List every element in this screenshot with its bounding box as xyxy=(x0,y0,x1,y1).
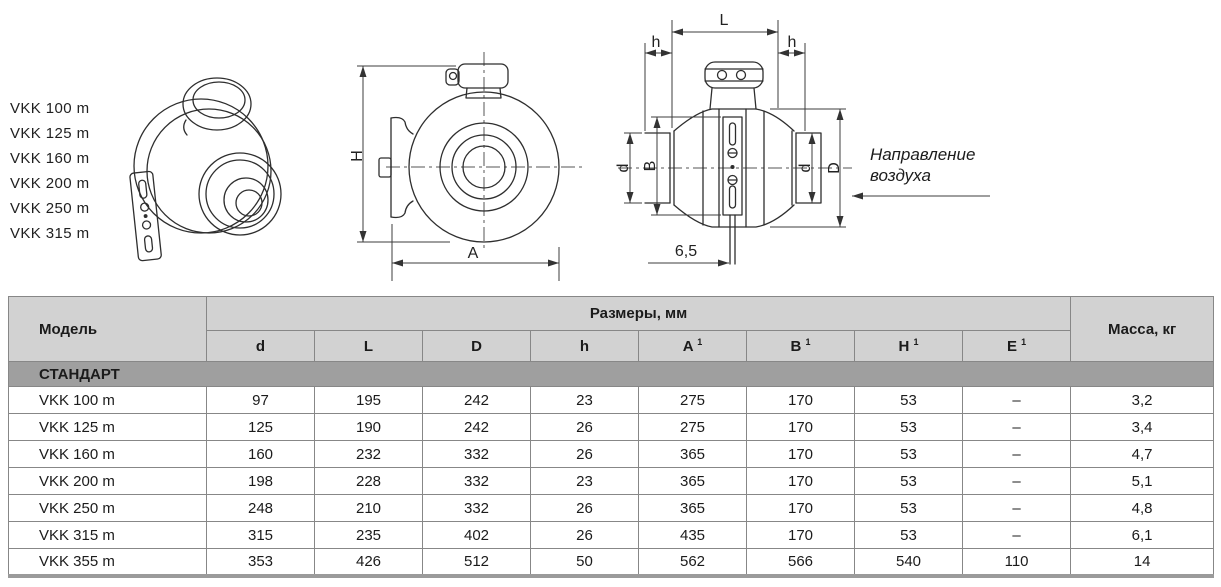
value-cell: 23 xyxy=(531,468,639,495)
value-cell: 332 xyxy=(423,495,531,522)
dim-label-h-left: h xyxy=(651,34,661,51)
table-row xyxy=(9,441,1214,468)
value-cell: 26 xyxy=(531,495,639,522)
value-cell: 512 xyxy=(423,549,531,576)
value-cell: 242 xyxy=(423,414,531,441)
table-row xyxy=(9,549,1214,576)
fan-side-view-drawing xyxy=(615,12,852,264)
col-header-E1: E $^1$ xyxy=(963,331,1071,362)
value-cell: 332 xyxy=(423,468,531,495)
dim-label-h-right: h xyxy=(787,34,797,51)
col-header-mass: Масса, кг xyxy=(1071,297,1214,362)
value-cell: 540 xyxy=(855,549,963,576)
col-header-d: d xyxy=(207,331,315,362)
value-cell: 170 xyxy=(747,522,855,549)
air-direction-label-line2: воздуха xyxy=(870,166,931,185)
table-row xyxy=(9,495,1214,522)
value-cell: 402 xyxy=(423,522,531,549)
value-cell: 435 xyxy=(639,522,747,549)
value-cell: – xyxy=(963,522,1071,549)
value-cell: 332 xyxy=(423,441,531,468)
fan-isometric-drawing xyxy=(130,78,281,261)
model-cell: VKK 250 m xyxy=(9,495,207,522)
model-list xyxy=(10,96,89,246)
col-header-model: Модель xyxy=(9,297,207,362)
value-cell: 53 xyxy=(855,495,963,522)
value-cell: 198 xyxy=(207,468,315,495)
model-list-item: VKK 250 m xyxy=(10,200,90,217)
value-cell: 53 xyxy=(855,522,963,549)
model-list-item: VKK 160 m xyxy=(10,150,90,167)
value-cell: 3,2 xyxy=(1071,387,1214,414)
value-cell: 248 xyxy=(207,495,315,522)
value-cell: 275 xyxy=(639,387,747,414)
model-list-item: VKK 100 m xyxy=(10,100,90,117)
table-row xyxy=(9,387,1214,414)
value-cell: 242 xyxy=(423,387,531,414)
value-cell: 426 xyxy=(315,549,423,576)
value-cell: 365 xyxy=(639,468,747,495)
value-cell: 353 xyxy=(207,549,315,576)
value-cell: 170 xyxy=(747,468,855,495)
col-header-h: h xyxy=(531,331,639,362)
value-cell: 228 xyxy=(315,468,423,495)
value-cell: 3,4 xyxy=(1071,414,1214,441)
section-header-row xyxy=(9,362,1214,387)
value-cell: – xyxy=(963,387,1071,414)
bracket-plate xyxy=(723,117,742,264)
value-cell: 125 xyxy=(207,414,315,441)
dim-label-D: D xyxy=(826,162,843,174)
table-row xyxy=(9,522,1214,549)
value-cell: – xyxy=(963,468,1071,495)
value-cell: 275 xyxy=(639,414,747,441)
value-cell: 26 xyxy=(531,522,639,549)
model-list-item: VKK 315 m xyxy=(10,225,90,242)
mounting-bracket xyxy=(130,171,162,261)
model-cell: VKK 100 m xyxy=(9,387,207,414)
value-cell: 14 xyxy=(1071,549,1214,576)
value-cell: 195 xyxy=(315,387,423,414)
dim-label-d-right: d xyxy=(797,163,814,173)
fan-front-view-drawing xyxy=(349,52,584,281)
value-cell: 566 xyxy=(747,549,855,576)
value-cell: 160 xyxy=(207,441,315,468)
value-cell: 53 xyxy=(855,468,963,495)
value-cell: – xyxy=(963,414,1071,441)
value-cell: – xyxy=(963,495,1071,522)
value-cell: 170 xyxy=(747,387,855,414)
value-cell: 97 xyxy=(207,387,315,414)
col-header-H1: H $^1$ xyxy=(855,331,963,362)
value-cell: 365 xyxy=(639,495,747,522)
model-list-item: VKK 125 m xyxy=(10,125,90,142)
value-cell: 23 xyxy=(531,387,639,414)
model-cell: VKK 200 m xyxy=(9,468,207,495)
value-cell: 562 xyxy=(639,549,747,576)
model-cell: VKK 315 m xyxy=(9,522,207,549)
col-header-B1: B $^1$ xyxy=(747,331,855,362)
air-direction-label-line1: Направление xyxy=(870,145,976,164)
value-cell: 235 xyxy=(315,522,423,549)
col-header-A1: A $^1$ xyxy=(639,331,747,362)
dim-label-L: L xyxy=(719,12,729,29)
value-cell: 365 xyxy=(639,441,747,468)
value-cell: 170 xyxy=(747,441,855,468)
model-list-item: VKK 200 m xyxy=(10,175,90,192)
value-cell: 210 xyxy=(315,495,423,522)
value-cell: – xyxy=(963,441,1071,468)
value-cell: 315 xyxy=(207,522,315,549)
dim-label-d-left: d xyxy=(615,163,632,173)
value-cell: 4,7 xyxy=(1071,441,1214,468)
junction-box-side xyxy=(705,62,763,109)
value-cell: 53 xyxy=(855,441,963,468)
value-cell: 53 xyxy=(855,414,963,441)
section-header-label: СТАНДАРТ xyxy=(9,362,1214,387)
value-cell: 232 xyxy=(315,441,423,468)
col-header-D: D xyxy=(423,331,531,362)
value-cell: 6,1 xyxy=(1071,522,1214,549)
value-cell: 26 xyxy=(531,414,639,441)
model-cell: VKK 125 m xyxy=(9,414,207,441)
model-cell: VKK 355 m xyxy=(9,549,207,576)
air-direction-annotation xyxy=(852,145,990,196)
table-row xyxy=(9,414,1214,441)
value-cell: 110 xyxy=(963,549,1071,576)
dim-label-A: A xyxy=(467,245,479,262)
table-row xyxy=(9,468,1214,495)
dimensions-table xyxy=(8,296,1214,578)
dim-label-slot: 6,5 xyxy=(674,243,698,260)
col-header-dimensions: Размеры, мм xyxy=(207,297,1071,331)
value-cell: 170 xyxy=(747,414,855,441)
value-cell: 190 xyxy=(315,414,423,441)
col-header-L: L xyxy=(315,331,423,362)
value-cell: 5,1 xyxy=(1071,468,1214,495)
value-cell: 170 xyxy=(747,495,855,522)
dim-label-B: B xyxy=(642,160,659,172)
junction-box xyxy=(458,64,508,88)
value-cell: 53 xyxy=(855,387,963,414)
value-cell: 4,8 xyxy=(1071,495,1214,522)
dim-label-H: H xyxy=(349,150,366,162)
model-cell: VKK 160 m xyxy=(9,441,207,468)
value-cell: 26 xyxy=(531,441,639,468)
value-cell: 50 xyxy=(531,549,639,576)
